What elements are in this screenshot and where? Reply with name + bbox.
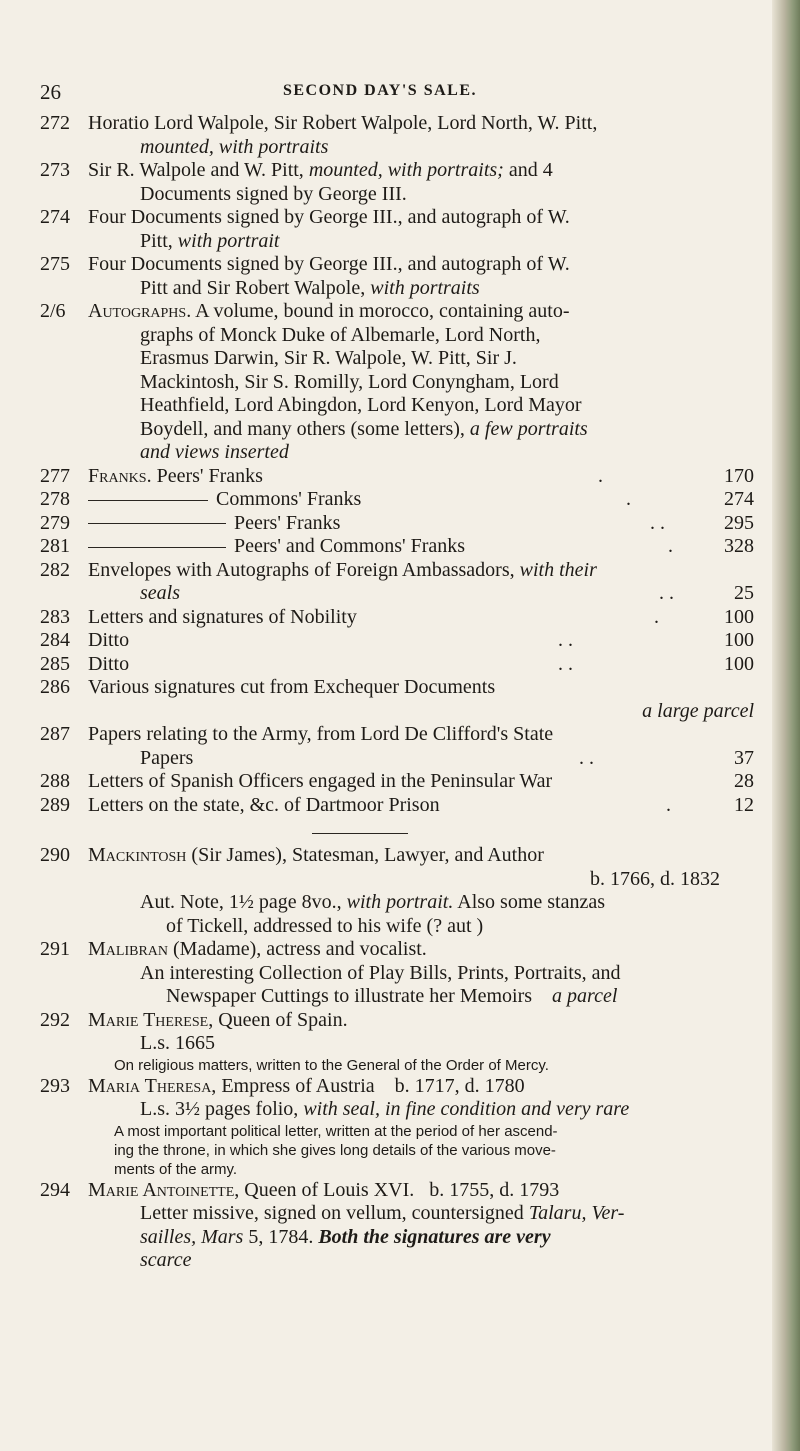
lot-entry-294 [0, 1179, 760, 1273]
lot-quantity: 274 [724, 488, 754, 510]
lot-entry-282 [0, 559, 760, 606]
lot-entry-281: 281 Peers' and Commons' Franks 328 . [40, 535, 754, 557]
lot-quantity: 12 [734, 793, 754, 816]
lot-entry-autographs [0, 300, 760, 465]
lot-quantity: 170 [724, 464, 754, 487]
lot-text-continued: Heathfield, Lord Abingdon, Lord Kenyon, Lord Mayor [140, 394, 582, 416]
lot-entry-292 [0, 1009, 760, 1075]
lot-italic: Talaru, Ver- [528, 1202, 625, 1224]
lot-text: Horatio Lord Walpole, Sir Robert Walpole, Lord North, W. Pitt, [88, 112, 598, 134]
lot-heading: Mackintosh [88, 844, 187, 866]
lot-italic: Both the signatures are very [318, 1225, 551, 1248]
lot-heading: Malibran [88, 938, 169, 960]
lot-text: Peers' Franks [234, 511, 341, 534]
lot-entry-284: 284 Ditto 100 . . [40, 629, 754, 651]
lot-entry-285: 285 Ditto 100 . . [40, 652, 754, 675]
lot-text: Peers' Franks [156, 464, 263, 487]
lot-text-continued: Aut. Note, 1½ page 8vo., [140, 891, 342, 913]
lot-text-continued: Pitt and Sir Robert Walpole, [140, 276, 366, 299]
lot-text-continued: Documents signed by George III. [140, 182, 407, 205]
lot-italic: a few portraits [469, 417, 588, 440]
lot-number: 284 [40, 629, 70, 651]
page-header [0, 80, 760, 104]
lot-entry-278: 278 Commons' Franks 274 . [40, 488, 754, 510]
lot-italic: with portraits [370, 276, 480, 299]
lot-number: 294 [40, 1178, 70, 1201]
leader-dots: . . [579, 746, 594, 769]
lot-entry-287 [0, 723, 760, 770]
lot-number: 281 [40, 535, 70, 557]
lot-text-continued: Newspaper Cuttings to illustrate her Memoirs [166, 985, 533, 1007]
lot-text-continued: Mackintosh, Sir S. Romilly, Lord Conyngham, Lord [140, 370, 559, 393]
ditto-dash [88, 500, 208, 501]
lot-number: 278 [40, 488, 70, 510]
lot-number: 2/6 [40, 300, 66, 322]
lot-heading: Autographs. [88, 300, 192, 322]
running-head: SECOND DAY'S SALE. [282, 82, 477, 99]
lot-italic: with portrait [177, 229, 280, 252]
lot-text-continued: Also some stanzas [457, 891, 606, 913]
lot-quantity: 25 [734, 582, 754, 604]
lot-number: 272 [40, 112, 70, 134]
lot-text: (Sir James), Statesman, Lawyer, and Author [191, 844, 544, 866]
lot-dates: b. 1766, d. 1832 [590, 867, 720, 890]
lot-italic: mounted, with portraits; [308, 159, 504, 181]
lot-text: Queen of Spain. [218, 1008, 348, 1031]
lot-number: 277 [40, 464, 70, 487]
lot-note: A most important political letter, written at the period of her ascend- [114, 1122, 558, 1140]
lot-text: Letters of Spanish Officers engaged in the Peninsular War [88, 770, 553, 792]
lot-italic: with their [519, 558, 597, 581]
lot-number: 273 [40, 159, 70, 181]
lot-number: 286 [40, 676, 70, 698]
lot-text-continued: 5, 1784. [248, 1225, 314, 1248]
lot-text: Four Documents signed by George III., and autograph of W. [88, 206, 570, 228]
lot-text: Empress of Austria [221, 1074, 375, 1097]
lot-text-continued: L.s. 3½ pages folio, [140, 1098, 299, 1120]
lot-text: Ditto [88, 629, 130, 651]
lot-italic: sailles, Mars [140, 1225, 244, 1248]
lot-text: Queen of Louis XVI. [244, 1178, 415, 1201]
lot-text-continued: Papers [140, 746, 194, 769]
lot-heading: Maria Theresa, [88, 1074, 217, 1097]
lot-entry-275 [0, 253, 760, 300]
lot-text: Papers relating to the Army, from Lord De Clifford's State [88, 723, 554, 745]
lot-entry-277: 277 Franks. Peers' Franks 170 . [40, 464, 754, 487]
lot-entry-290 [0, 844, 760, 938]
section-divider [312, 833, 408, 834]
lot-number: 282 [40, 558, 70, 581]
lot-entry-291 [0, 938, 760, 1009]
lot-quantity: 100 [724, 629, 754, 651]
lot-dates: b. 1717, d. 1780 [394, 1074, 525, 1097]
lot-number: 288 [40, 770, 70, 792]
lot-text: Sir R. Walpole and W. Pitt, [88, 159, 304, 181]
lot-entry-279: 279 Peers' Franks 295 . . [40, 511, 754, 534]
lot-heading: Franks. [88, 464, 152, 487]
lot-italic: with portrait. [346, 891, 454, 913]
lot-number: 289 [40, 793, 70, 816]
lot-heading: Marie Antoinette, [88, 1178, 240, 1201]
lot-number: 292 [40, 1008, 70, 1031]
lot-italic: mounted, with portraits [140, 135, 329, 158]
lot-note: ing the throne, in which she gives long details of the various move- [114, 1141, 556, 1159]
lot-entry-289: 289 Letters on the state, &c. of Dartmoor Prison 12 . [40, 793, 754, 816]
lot-text: Envelopes with Autographs of Foreign Ambassadors, [88, 558, 515, 581]
lot-text-continued: of Tickell, addressed to his wife (? aut ) [166, 914, 484, 937]
lot-italic: a large parcel [642, 699, 754, 722]
lot-quantity: 100 [724, 605, 754, 628]
lot-entry-283: 283 Letters and signatures of Nobility 100 . [40, 605, 754, 628]
page-number: 26 [40, 80, 61, 104]
lot-italic: seals [140, 582, 180, 604]
lot-text: (Madame), actress and vocalist. [173, 938, 427, 960]
lot-text: Peers' and Commons' Franks [234, 535, 466, 557]
lot-number: 293 [40, 1074, 70, 1097]
lot-quantity: 328 [724, 535, 754, 557]
lot-text-continued: Boydell, and many others (some letters), [140, 417, 465, 440]
lot-text: Ditto [88, 652, 130, 675]
lot-quantity: 100 [724, 652, 754, 675]
lot-text: Various signatures cut from Exchequer Documents [88, 676, 496, 698]
lot-text-continued: Letter missive, signed on vellum, countersigned [140, 1202, 524, 1224]
lot-number: 275 [40, 253, 70, 275]
lot-entry-274 [0, 206, 760, 253]
lot-number: 279 [40, 511, 70, 534]
lot-number: 274 [40, 206, 70, 228]
leader-dots: . . [659, 582, 674, 604]
lot-list [0, 112, 760, 1273]
lot-quantity: 37 [734, 746, 754, 769]
lot-italic: with seal, in fine condition and very rare [303, 1098, 630, 1120]
lot-text: Letters on the state, &c. of Dartmoor Prison [88, 793, 440, 816]
lot-number: 283 [40, 605, 70, 628]
lot-text: Letters and signatures of Nobility [88, 605, 357, 628]
lot-text-rest: and 4 [508, 159, 553, 181]
page-edge-shadow [772, 0, 800, 1451]
lot-entry-273 [0, 159, 760, 206]
lot-note: ments of the army. [114, 1160, 238, 1178]
lot-entry-293 [0, 1075, 760, 1179]
lot-italic: scarce [140, 1249, 192, 1271]
lot-number: 285 [40, 652, 70, 675]
lot-number: 287 [40, 723, 70, 745]
lot-text-continued: Pitt, [140, 229, 173, 252]
ditto-dash [88, 547, 226, 548]
lot-note: On religious matters, written to the General of the Order of Mercy. [114, 1056, 549, 1074]
ditto-dash [88, 523, 226, 524]
lot-dates: b. 1755, d. 1793 [429, 1178, 560, 1201]
lot-text-continued: Erasmus Darwin, Sir R. Walpole, W. Pitt, Sir J. [140, 347, 517, 369]
lot-heading: Marie Therese, [88, 1008, 214, 1031]
lot-number: 291 [40, 938, 70, 960]
lot-text-continued: L.s. 1665 [140, 1032, 215, 1054]
lot-text: Four Documents signed by George III., and autograph of W. [88, 253, 570, 275]
lot-text: A volume, bound in morocco, containing auto- [195, 300, 570, 322]
lot-text-continued: An interesting Collection of Play Bills, Prints, Portraits, and [140, 961, 621, 984]
lot-quantity: 28 [734, 770, 754, 792]
lot-entry-272 [0, 112, 760, 159]
lot-entry-286 [0, 676, 760, 723]
lot-text-continued: graphs of Monck Duke of Albemarle, Lord North, [140, 323, 541, 346]
lot-quantity: 295 [724, 511, 754, 534]
lot-text: Commons' Franks [216, 488, 362, 510]
lot-number: 290 [40, 844, 70, 866]
lot-italic: and views inserted [140, 441, 289, 463]
lot-entry-288 [0, 770, 760, 794]
lot-italic: a parcel [552, 985, 618, 1007]
